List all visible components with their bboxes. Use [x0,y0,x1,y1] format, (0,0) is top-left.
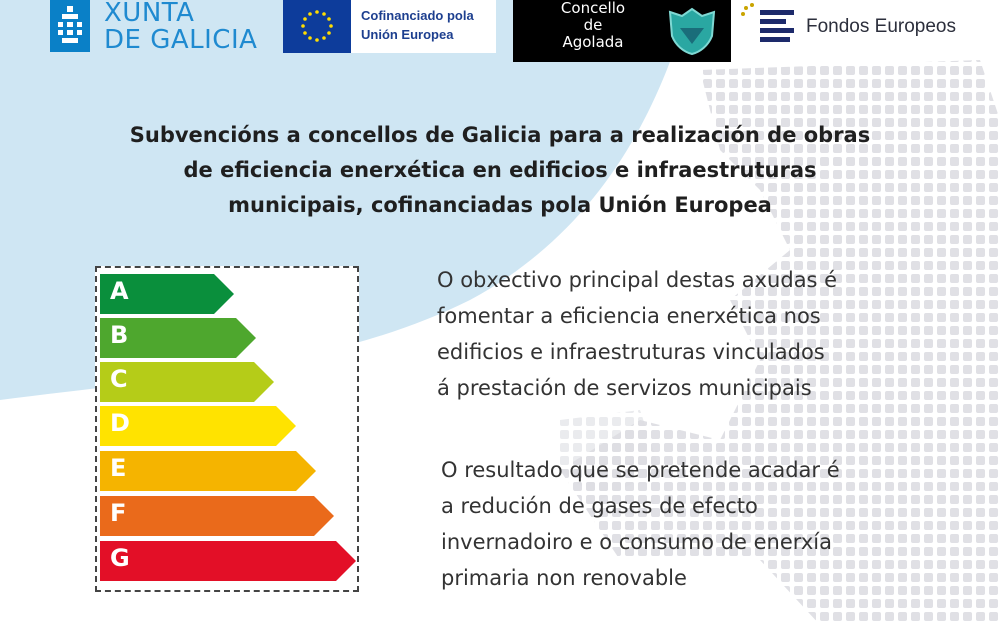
concello-line1: Concello [560,0,626,17]
objective-paragraph [437,262,837,406]
xunta-wordmark [104,0,257,54]
rating-bar-f [100,496,334,536]
rating-bar-a [100,274,234,314]
concello-line3: Agolada [562,33,624,51]
title-line2: de eficiencia enerxética en edificios e infraestruturas [183,158,817,182]
xunta-line2: DE GALICIA [104,25,258,55]
objective-line: O obxectivo principal destas axudas é [437,268,838,292]
result-line: O resultado que se pretende acadar é [441,458,840,482]
eu-flag-icon [283,0,351,53]
concello-wordmark [523,0,663,51]
rating-letter: F [110,499,127,527]
eu-line1: Cofinanciado pola [361,8,474,23]
rating-letter: C [110,365,128,393]
fondos-europeos-logo [740,2,970,48]
rating-letter: G [110,544,130,572]
rating-bar-c [100,362,274,402]
eu-cofinanced-logo [283,0,496,53]
xunta-de-galicia-logo [50,0,260,55]
result-paragraph [441,452,840,596]
rating-bar-d [100,406,296,446]
eu-wordmark [361,6,474,44]
rating-letter: B [110,321,129,349]
rating-letter: E [110,454,127,482]
fondos-europeos-mark-icon [740,2,798,48]
concello-agolada-logo [513,0,731,62]
result-line: invernadoiro e o consumo de enerxía [441,530,832,554]
rating-bar-g [100,541,356,581]
result-line: primaria non renovable [441,566,687,590]
rating-bar-e [100,451,316,491]
rating-arrow-shape [100,496,334,536]
objective-line: á prestación de servizos municipais [437,376,812,400]
page-title [60,118,940,223]
objective-line: fomentar a eficiencia enerxética nos [437,304,821,328]
rating-bar-b [100,318,256,358]
rating-letter: A [110,277,129,305]
objective-line: edificios e infraestruturas vinculados [437,340,825,364]
rating-arrow-shape [100,451,316,491]
xunta-line1: XUNTA [104,0,195,28]
rating-arrow-shape [100,541,356,581]
fondos-europeos-wordmark: Fondos Europeos [806,16,956,37]
concello-line2: de [583,16,603,34]
eu-line2: Unión Europea [361,27,454,42]
result-line: a redución de gases de efecto [441,494,758,518]
title-line3: municipais, cofinanciadas pola Unión Europea [228,193,772,217]
agolada-shield-icon [666,6,718,56]
xunta-crest-icon [50,0,90,52]
rating-letter: D [110,409,130,437]
title-line1: Subvencións a concellos de Galicia para a realización de obras [129,123,871,147]
